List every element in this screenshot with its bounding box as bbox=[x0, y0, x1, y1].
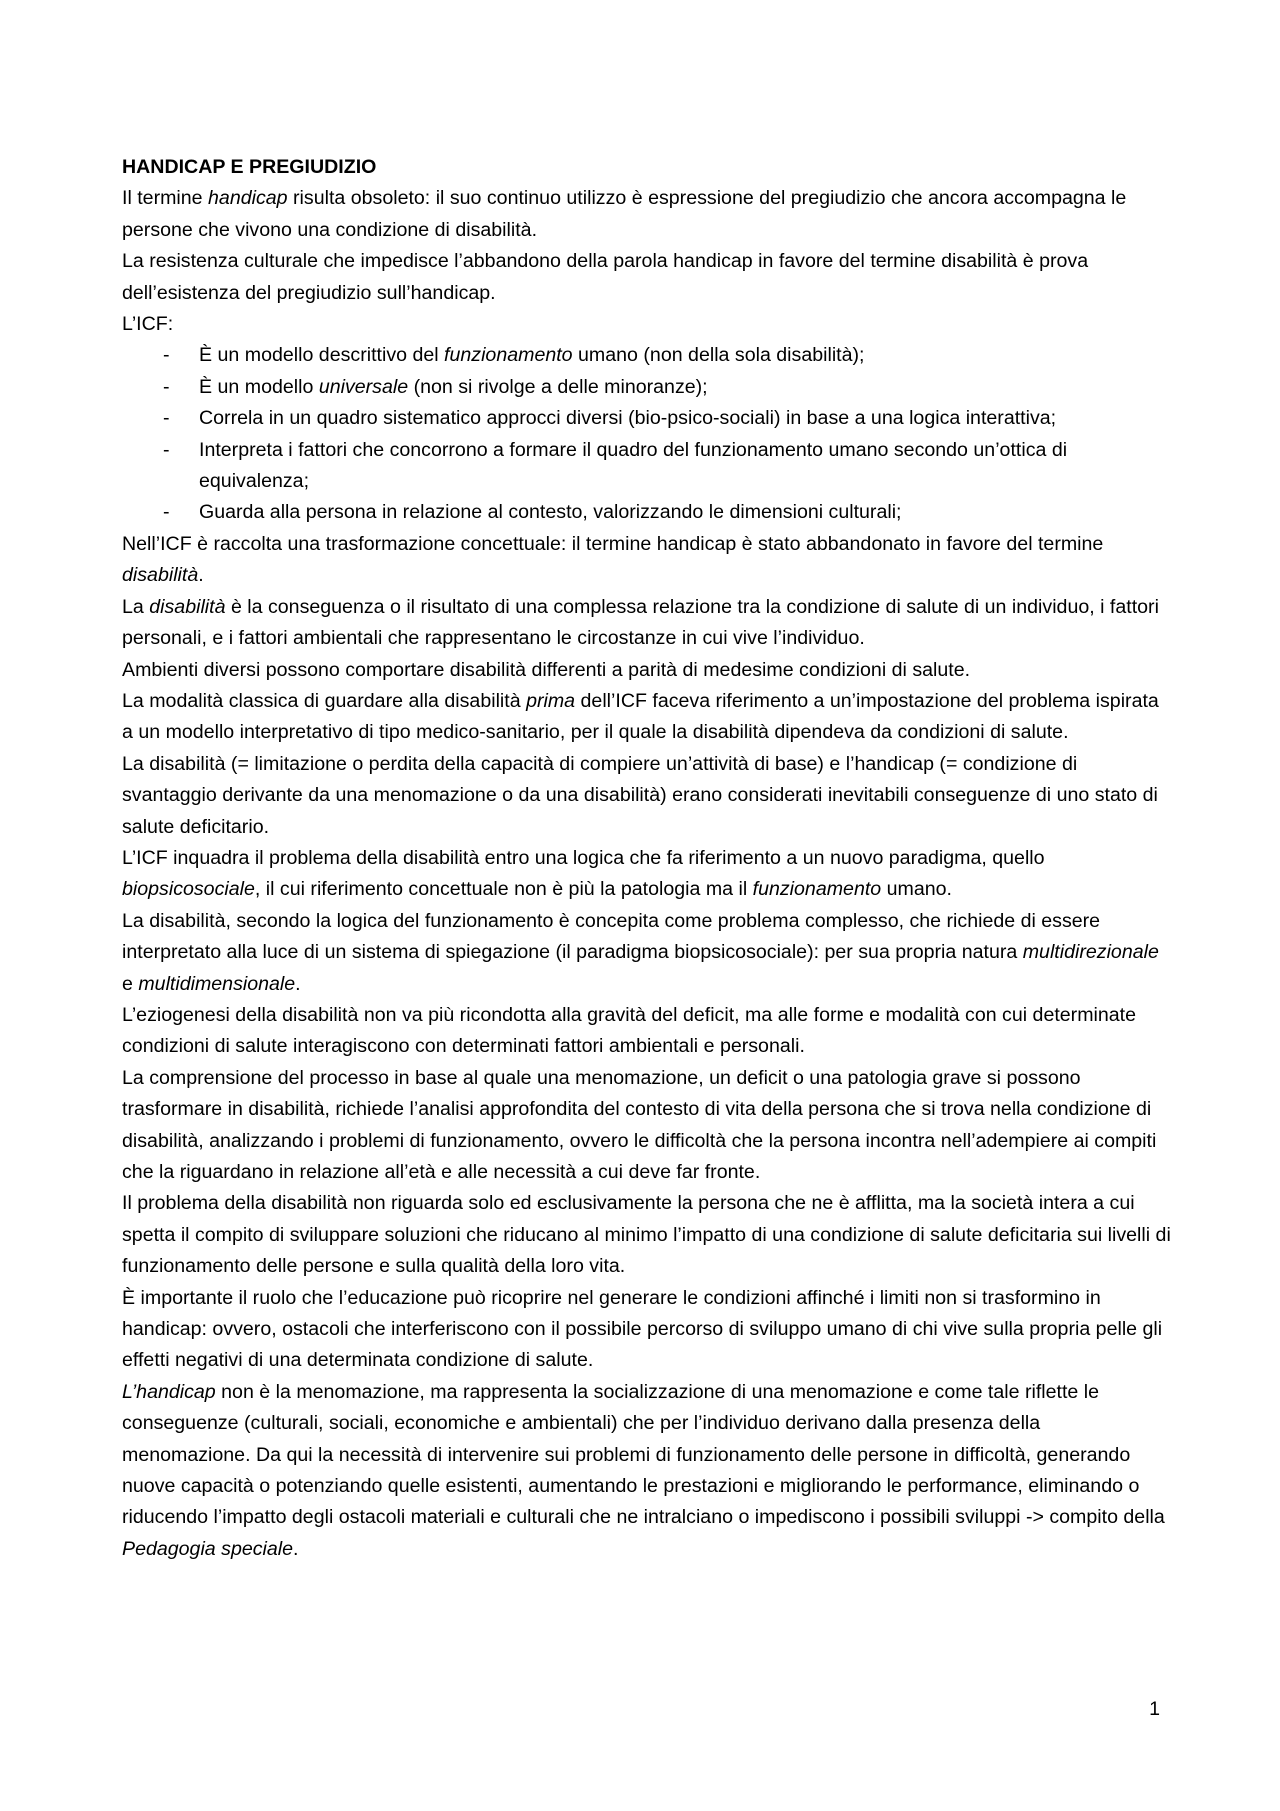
icf-bullet-list bbox=[122, 340, 1172, 528]
paragraph-7: La modalità classica di guardare alla disabilità prima dell’ICF faceva riferimento a un’impostazione del problema ispirata a un modello interpretativo di tipo medico-sanitario, per il quale la disabilità dipendeva da condizioni di salute. bbox=[122, 689, 1159, 744]
paragraph-1: Il termine handicap risulta obsoleto: il suo continuo utilizzo è espressione del pregiudizio che ancora accompagna le persone che vivono una condizione di disabilità. bbox=[122, 187, 1127, 241]
list-item: - Correla in un quadro sistematico approcci diversi (bio-psico-sociali) in base a una logica interattiva; bbox=[122, 403, 1172, 434]
bullet-dash: - bbox=[163, 375, 170, 398]
list-item: - È un modello universale (non si rivolge a delle minoranze); bbox=[122, 372, 1172, 403]
list-item: - Interpreta i fattori che concorrono a formare il quadro del funzionamento umano secondo un’ottica di equivalenza; bbox=[122, 435, 1172, 498]
paragraph-9: L’ICF inquadra il problema della disabilità entro una logica che fa riferimento a un nuovo paradigma, quello biopsicosociale, il cui riferimento concettuale non è più la patologia ma il funzionamento umano. bbox=[122, 846, 1045, 901]
document-title: HANDICAP E PREGIUDIZIO bbox=[122, 156, 377, 178]
paragraph-15: L’handicap non è la menomazione, ma rappresenta la socializzazione di una menomazione e come tale riflette le conseguenze (culturali, sociali, economiche e ambientali) che per l’individuo derivano dalla presenza della menomazione. Da qui la necessità di intervenire sui problemi di funzionamento delle persone in difficoltà, generando nuove capacità o potenziando quelle esistenti, aumentando le prestazioni e migliorando le performance, eliminando o riducendo l’impatto degli ostacoli materiali e culturali che ne intralciano o impediscono i possibili sviluppi -> compito della Pedagogia speciale. bbox=[122, 1380, 1165, 1560]
paragraph-13: Il problema della disabilità non riguarda solo ed esclusivamente la persona che ne è afflitta, ma la società intera a cui spetta il compito di sviluppare soluzioni che riducano al minimo l’impatto di una condizione di salute deficitaria sui livelli di funzionamento delle persone e sulla qualità della loro vita. bbox=[122, 1192, 1171, 1278]
paragraph-3: L’ICF: bbox=[122, 313, 174, 336]
document-body bbox=[122, 152, 1172, 1565]
paragraph-4: Nell’ICF è raccolta una trasformazione concettuale: il termine handicap è stato abbandonato in favore del termine disabilità. bbox=[122, 532, 1104, 587]
paragraph-11: L’eziogenesi della disabilità non va più ricondotta alla gravità del deficit, ma alle forme e modalità con cui determinate condizioni di salute interagiscono con determinati fattori ambientali e personali. bbox=[122, 1003, 1137, 1058]
paragraph-12: La comprensione del processo in base al quale una menomazione, un deficit o una patologia grave si possono trasformare in disabilità, richiede l’analisi approfondita del contesto di vita della persona che si trova nella condizione di disabilità, analizzando i problemi di funzionamento, ovvero le difficoltà che la persona incontra nell’adempiere ai compiti che la riguardano in relazione all’età e alle necessità a cui deve far fronte. bbox=[122, 1066, 1157, 1183]
page-number: 1 bbox=[1149, 1698, 1160, 1720]
paragraph-10: La disabilità, secondo la logica del funzionamento è concepita come problema complesso, che richiede di essere interpretato alla luce di un sistema di spiegazione (il paradigma biopsicosociale): per sua propria natura multidirezionale e multidimensionale. bbox=[122, 909, 1159, 995]
list-item: - Guarda alla persona in relazione al contesto, valorizzando le dimensioni culturali; bbox=[122, 497, 1172, 528]
bullet-dash: - bbox=[163, 438, 170, 461]
bullet-dash: - bbox=[163, 344, 170, 367]
paragraph-5: La disabilità è la conseguenza o il risultato di una complessa relazione tra la condizione di salute di un individuo, i fattori personali, e i fattori ambientali che rappresentano le circostanze in cui vive l’individuo. bbox=[122, 595, 1159, 650]
paragraph-6: Ambienti diversi possono comportare disabilità differenti a parità di medesime condizioni di salute. bbox=[122, 658, 971, 681]
bullet-dash: - bbox=[163, 407, 170, 430]
paragraph-2: La resistenza culturale che impedisce l’abbandono della parola handicap in favore del termine disabilità è prova dell’esistenza del pregiudizio sull’handicap. bbox=[122, 250, 1089, 304]
paragraph-14: È importante il ruolo che l’educazione può ricoprire nel generare le condizioni affinché i limiti non si trasformino in handicap: ovvero, ostacoli che interferiscono con il possibile percorso di sviluppo umano di chi vive sulla propria pelle gli effetti negativi di una determinata condizione di salute. bbox=[122, 1286, 1163, 1372]
list-item: - È un modello descrittivo del funzionamento umano (non della sola disabilità); bbox=[122, 340, 1172, 371]
paragraph-8: La disabilità (= limitazione o perdita della capacità di compiere un’attività di base) e l’handicap (= condizione di svantaggio derivante da una menomazione o da una disabilità) erano considerati inevitabili conseguenze di uno stato di salute deficitario. bbox=[122, 752, 1158, 838]
bullet-dash: - bbox=[163, 501, 170, 524]
